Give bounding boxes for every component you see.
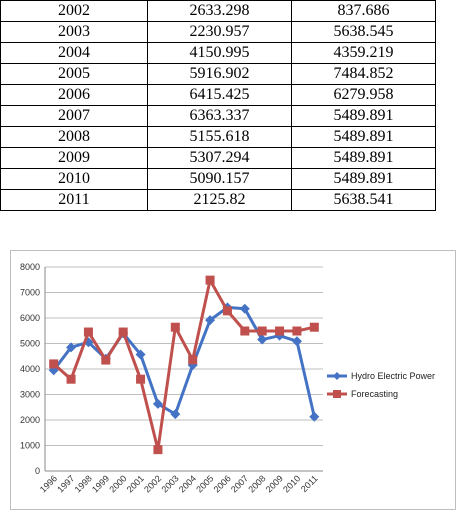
x-tick-label: 2009 <box>263 473 285 495</box>
hydro-value-cell: 4150.995 <box>148 43 292 64</box>
x-tick-label: 2005 <box>194 473 216 495</box>
hydro-value-cell: 2633.298 <box>148 1 292 22</box>
year-cell: 2006 <box>1 85 148 106</box>
y-tick-label: 5000 <box>19 338 40 349</box>
series-line-0 <box>54 307 315 416</box>
x-tick-label: 2003 <box>159 473 181 495</box>
y-tick-label: 7000 <box>19 287 40 298</box>
x-tick-label: 2006 <box>211 473 233 495</box>
forecast-value-cell: 5489.891 <box>292 106 436 127</box>
year-cell: 2007 <box>1 106 148 127</box>
forecast-value-cell: 6279.958 <box>292 85 436 106</box>
hydro-value-cell: 5090.157 <box>148 169 292 190</box>
year-cell: 2004 <box>1 43 148 64</box>
x-tick-label: 2011 <box>298 473 320 495</box>
y-tick-label: 3000 <box>19 389 40 400</box>
forecast-value-cell: 7484.852 <box>292 64 436 85</box>
y-tick-label: 6000 <box>19 313 40 323</box>
year-cell: 2005 <box>1 64 148 85</box>
forecast-value-cell: 5638.541 <box>292 190 436 211</box>
data-point <box>258 327 267 336</box>
data-point <box>119 328 128 337</box>
data-point <box>240 327 249 336</box>
year-cell: 2008 <box>1 127 148 148</box>
data-point <box>101 356 110 365</box>
hydro-value-cell: 6415.425 <box>148 85 292 106</box>
year-cell: 2009 <box>1 148 148 169</box>
y-tick-label: 8000 <box>19 262 40 272</box>
year-cell: 2002 <box>1 1 148 22</box>
data-point <box>223 306 232 315</box>
data-point <box>206 276 215 285</box>
hydro-value-cell: 2125.82 <box>148 190 292 211</box>
forecast-value-cell: 5489.891 <box>292 148 436 169</box>
data-point <box>153 445 162 454</box>
x-tick-label: 1997 <box>55 473 77 495</box>
x-tick-label: 2001 <box>124 473 146 495</box>
x-tick-label: 1996 <box>37 473 60 495</box>
series-line-1 <box>54 280 315 450</box>
forecast-value-cell: 5638.545 <box>292 22 436 43</box>
data-point <box>292 327 301 336</box>
forecast-value-cell: 4359.219 <box>292 43 436 64</box>
data-point <box>171 323 180 332</box>
hydro-value-cell: 5155.618 <box>148 127 292 148</box>
x-tick-label: 2007 <box>228 473 251 495</box>
y-tick-label: 1000 <box>19 440 40 451</box>
hydro-value-cell: 2230.957 <box>148 22 292 43</box>
data-point <box>84 328 93 337</box>
x-tick-label: 2004 <box>176 473 199 495</box>
legend-marker <box>333 390 341 398</box>
data-point <box>188 355 197 364</box>
x-tick-label: 2008 <box>246 473 268 495</box>
hydro-value-cell: 5916.902 <box>148 64 292 85</box>
data-point <box>49 359 58 368</box>
legend-marker <box>333 372 341 380</box>
x-tick-label: 1998 <box>72 473 94 495</box>
y-tick-label: 2000 <box>19 415 40 425</box>
forecast-value-cell: 5489.891 <box>292 169 436 190</box>
forecast-value-cell: 5489.891 <box>292 127 436 148</box>
hydro-value-cell: 5307.294 <box>148 148 292 169</box>
x-tick-label: 2002 <box>142 473 164 495</box>
forecast-value-cell: 837.686 <box>292 1 436 22</box>
x-tick-label: 2000 <box>107 473 129 495</box>
year-cell: 2011 <box>1 190 148 211</box>
y-tick-label: 0 <box>34 466 40 476</box>
year-cell: 2010 <box>1 169 148 190</box>
data-point <box>292 336 302 346</box>
data-point <box>310 323 319 332</box>
x-tick-label: 1999 <box>89 473 112 495</box>
hydro-value-cell: 6363.337 <box>148 106 292 127</box>
legend-label: Forecasting <box>351 389 399 399</box>
legend-label: Hydro Electric Power <box>351 371 436 381</box>
data-point <box>275 327 284 336</box>
year-cell: 2003 <box>1 22 148 43</box>
data-point <box>67 375 76 384</box>
y-tick-label: 4000 <box>19 364 40 374</box>
x-tick-label: 2010 <box>281 473 303 495</box>
data-point <box>136 375 145 384</box>
